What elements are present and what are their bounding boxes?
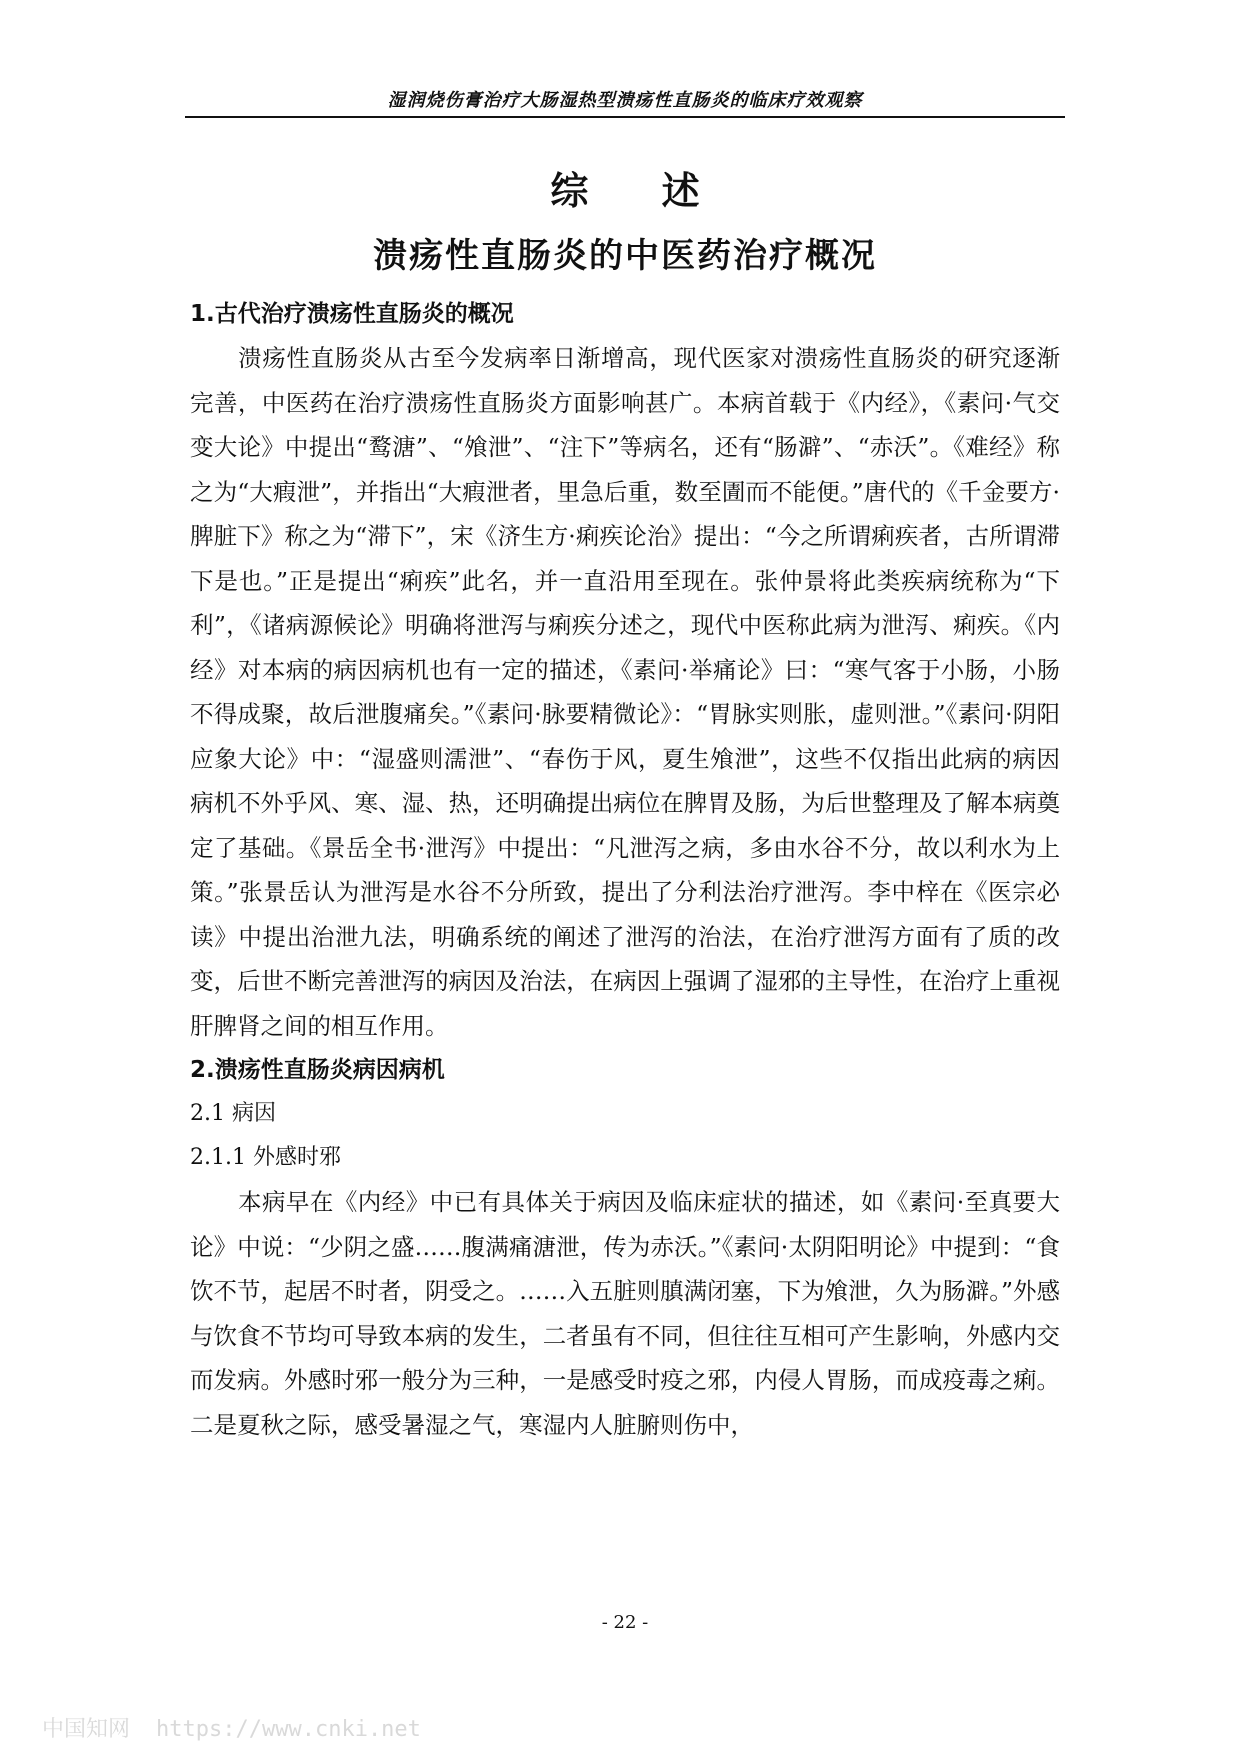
section-2-heading: 2.溃疡性直肠炎病因病机: [190, 1057, 445, 1083]
subsection-2-1-1-heading: 2.1.1 外感时邪: [190, 1145, 341, 1170]
body-content: [190, 292, 1060, 1447]
header-rule: [185, 116, 1065, 118]
cnki-watermark: [42, 1712, 421, 1743]
watermark-brand: 中国知网: [42, 1717, 131, 1742]
subsection-2-1-heading: 2.1 病因: [190, 1101, 276, 1126]
section-1-heading: 1.古代治疗溃疡性直肠炎的概况: [190, 301, 514, 327]
running-header: 湿润烧伤膏治疗大肠湿热型溃疡性直肠炎的临床疗效观察: [387, 90, 863, 111]
page-number: - 22 -: [601, 1612, 649, 1633]
watermark-url: https://www.cnki.net: [156, 1717, 421, 1742]
document-subtitle: 溃疡性直肠炎的中医药治疗概况: [373, 236, 877, 276]
document-title: 综 述: [550, 169, 730, 213]
section-2-paragraph: 本病早在《内经》中已有具体关于病因及临床症状的描述，如《素问·至真要大论》中说：“少阴之盛……腹满痛溏泄，传为赤沃。”《素问·太阴阳明论》中提到：“食饮不节，起居不时者，阴受之。……入五脏则䐜满闭塞，下为飧泄，久为肠澼。”外感与饮食不节均可导致本病的发生，二者虽有不同，但往往互相可产生影响，外感内交而发病。外感时邪一般分为三种，一是感受时疫之邪，内侵人胃肠，而成疫毒之痢。二是夏秋之际，感受暑湿之气，寒湿内人脏腑则伤中，: [190, 1188, 1060, 1439]
section-1-paragraph: 溃疡性直肠炎从古至今发病率日渐增高，现代医家对溃疡性直肠炎的研究逐渐完善，中医药在治疗溃疡性直肠炎方面影响甚广。本病首载于《内经》，《素问·气交变大论》中提出“鹜溏”、“飧泄”、“注下”等病名，还有“肠澼”、“赤沃”。《难经》称之为“大瘕泄”，并指出“大瘕泄者，里急后重，数至圊而不能便。”唐代的《千金要方·脾脏下》称之为“滞下”，宋《济生方·痢疾论治》提出：“今之所谓痢疾者，古所谓滞下是也。”正是提出“痢疾”此名，并一直沿用至现在。张仲景将此类疾病统称为“下利”，《诸病源候论》明确将泄泻与痢疾分述之，现代中医称此病为泄泻、痢疾。《内经》对本病的病因病机也有一定的描述，《素问·举痛论》曰：“寒气客于小肠，小肠不得成聚，故后泄腹痛矣。”《素问·脉要精微论》：“胃脉实则胀，虚则泄。”《素问·阴阳应象大论》中：“湿盛则濡泄”、“春伤于风，夏生飧泄”，这些不仅指出此病的病因病机不外乎风、寒、湿、热，还明确提出病位在脾胃及肠，为后世整理及了解本病奠定了基础。《景岳全书·泄泻》中提出：“凡泄泻之病，多由水谷不分，故以利水为上策。”张景岳认为泄泻是水谷不分所致，提出了分利法治疗泄泻。李中梓在《医宗必读》中提出治泄九法，明确系统的阐述了泄泻的治法，在治疗泄泻方面有了质的改变，后世不断完善泄泻的病因及治法，在病因上强调了湿邪的主导性，在治疗上重视肝脾肾之间的相互作用。: [190, 344, 1060, 1040]
